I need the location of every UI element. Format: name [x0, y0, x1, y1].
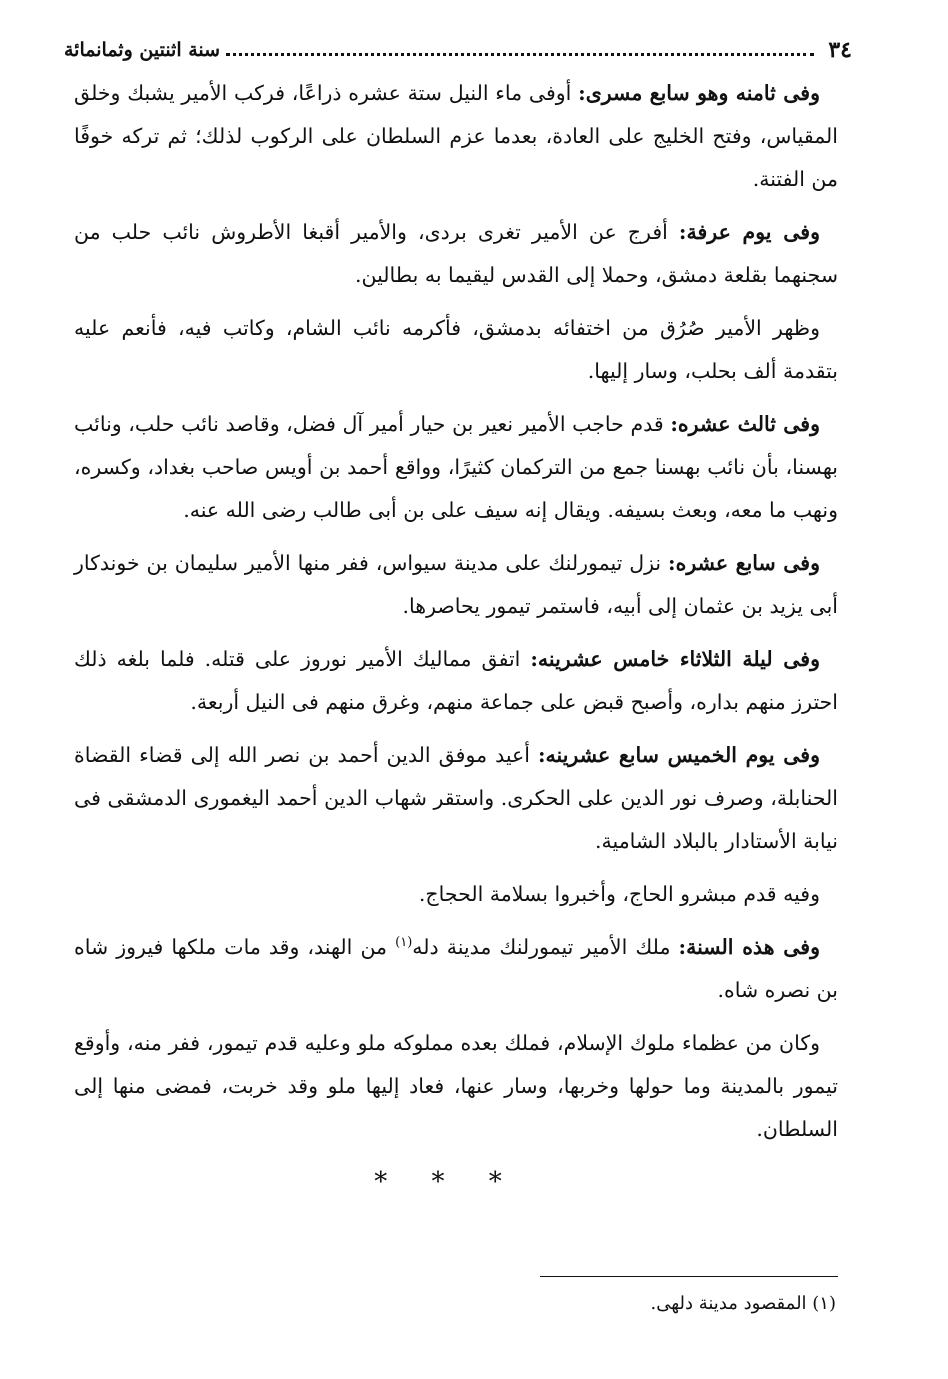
- paragraph-10: [74, 1022, 838, 1151]
- main-text: [74, 72, 838, 1204]
- paragraph-lead: وفى ثالث عشره:: [670, 412, 821, 436]
- section-separator: * * *: [374, 1167, 520, 1197]
- paragraph-7: [74, 734, 838, 863]
- header-dot-leader: [226, 47, 814, 56]
- paragraph-6: [74, 638, 838, 724]
- paragraph-lead: وفى هذه السنة:: [678, 935, 820, 959]
- paragraph-lead: وفى ثامنه وهو سابع مسرى:: [578, 81, 820, 105]
- paragraph-2: [74, 211, 838, 297]
- footnote-divider: [540, 1276, 838, 1277]
- paragraph-body: وفيه قدم مبشرو الحاج، وأخبروا بسلامة الحجاج.: [418, 882, 820, 906]
- footnote-marker[interactable]: (١): [395, 935, 413, 951]
- paragraph-3: [74, 307, 838, 393]
- chapter-title: سنة اثنتين وثمانمائة: [64, 39, 221, 61]
- paragraph-body: وكان من عظماء ملوك الإسلام، فملك بعده مملوكه ملو وعليه قدم تيمور، ففر منه، وأوقع تيمور بالمدينة وما حولها وخربها، وسار عنها، فعاد إليها ملو وقد خربت، فمضى منها إلى السلطان.: [74, 1031, 838, 1141]
- page-number: ٣٤: [828, 37, 852, 63]
- paragraph-body: قدم حاجب الأمير نعير بن حيار أمير آل فضل، وقاصد نائب حلب، ونائب بهسنا، بأن نائب بهسنا جمع من التركمان كثيرًا، وواقع أحمد بن أويس صاحب بغداد، وكسره، ونهب ما معه، وبعث بسيفه. ويقال إنه سيف على بن أبى طالب رضى الله عنه.: [74, 412, 838, 522]
- paragraph-lead: وفى يوم الخميس سابع عشرينه:: [537, 743, 820, 767]
- paragraph-5: [74, 542, 838, 628]
- paragraph-body: أفرج عن الأمير تغرى بردى، والأمير أقبغا الأطروش نائب حلب من سجنهما بقلعة دمشق، وحملا إلى القدس ليقيما به بطالين.: [74, 220, 838, 287]
- running-header: [64, 32, 852, 62]
- paragraph-lead: وفى يوم عرفة:: [678, 220, 820, 244]
- paragraph-9: [74, 926, 838, 1012]
- paragraph-8: [74, 873, 838, 916]
- paragraph-1: [74, 72, 838, 201]
- paragraph-lead: وفى ليلة الثلاثاء خامس عشرينه:: [530, 647, 820, 671]
- paragraph-body: نزل تيمورلنك على مدينة سيواس، ففر منها الأمير سليمان بن خوندكار أبى يزيد بن عثمان إلى أبيه، فاستمر تيمور يحاصرها.: [74, 551, 838, 618]
- paragraph-body: اتفق مماليك الأمير نوروز على قتله. فلما بلغه ذلك احترز منهم بداره، وأصبح قبض على جماعة منهم، وغرق منهم فى النيل أربعة.: [74, 647, 838, 714]
- paragraph-body: وظهر الأمير صُرُق من اختفائه بدمشق، فأكرمه نائب الشام، وكاتب فيه، فأنعم عليه بتقدمة ألف بحلب، وسار إليها.: [74, 316, 838, 383]
- paragraph-4: [74, 403, 838, 532]
- paragraph-body: أوفى ماء النيل ستة عشره ذراعًا، فركب الأمير يشبك وخلق المقياس، وفتح الخليج على العادة، بعدما عزم السلطان على الركوب لذلك؛ ثم تركه خوفًا من الفتنة.: [74, 81, 838, 191]
- paragraph-body-continued: من الهند، وقد مات ملكها فيروز شاه بن نصره شاه.: [74, 935, 838, 1002]
- paragraph-body: أعيد موفق الدين أحمد بن نصر الله إلى قضاء القضاة الحنابلة، وصرف نور الدين على الحكرى. واستقر شهاب الدين أحمد اليغمورى الدمشقى فى نيابة الأستادار بالبلاد الشامية.: [74, 743, 838, 853]
- paragraph-lead: وفى سابع عشره:: [668, 551, 820, 575]
- paragraph-body: ملك الأمير تيمورلنك مدينة دله: [412, 935, 679, 959]
- footnote: (١) المقصود مدينة دلهى.: [650, 1293, 836, 1314]
